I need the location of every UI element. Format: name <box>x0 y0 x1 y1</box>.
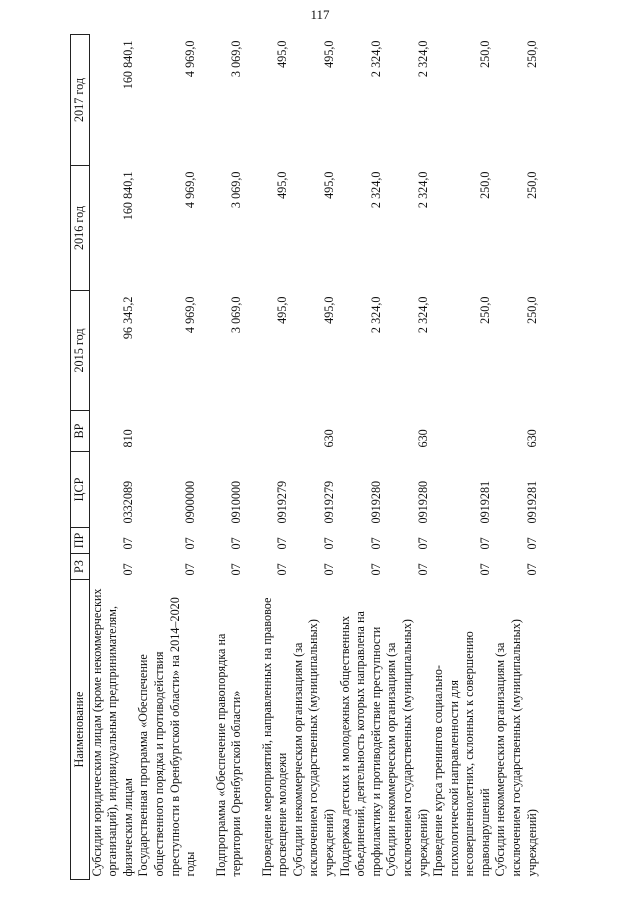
row-rz: 07 <box>415 563 430 576</box>
row-vr <box>199 411 245 452</box>
row-pr: 07 <box>321 537 336 550</box>
row-2015: 2 324,0 <box>368 296 383 334</box>
row-2017: 250,0 <box>477 40 492 68</box>
budget-table-rotated <box>70 35 590 880</box>
table-row <box>89 35 136 880</box>
row-2015: 2 324,0 <box>415 296 430 334</box>
budget-table <box>70 34 540 880</box>
row-rz: 07 <box>275 563 290 576</box>
row-csr: 0900000 <box>183 480 198 524</box>
row-pr: 07 <box>524 537 539 550</box>
row-pr: 07 <box>415 537 430 550</box>
row-name: Подпрограмма «Обеспечение правопорядка на территории Оренбургской области» <box>213 633 244 877</box>
row-2017: 3 069,0 <box>229 40 244 78</box>
row-name: Субсидии некоммерческим организациям (за исключением государственных (муниципальных) учреждений) <box>290 619 336 877</box>
row-vr <box>338 411 385 452</box>
row-vr <box>431 411 493 452</box>
table-row <box>493 35 540 880</box>
row-pr: 07 <box>477 537 492 550</box>
row-2017: 495,0 <box>321 40 336 68</box>
row-rz: 07 <box>120 563 135 576</box>
table-row <box>338 35 385 880</box>
row-2016: 250,0 <box>524 171 539 199</box>
header-vr: ВР <box>71 411 90 452</box>
row-csr: 0919281 <box>524 480 539 524</box>
row-2016: 4 969,0 <box>183 171 198 209</box>
row-vr: 810 <box>120 429 135 448</box>
row-csr: 0919279 <box>321 480 336 524</box>
table-row <box>245 35 291 880</box>
page-number: 117 <box>310 7 330 22</box>
row-csr: 0919279 <box>275 480 290 524</box>
row-name: Субсидии некоммерческим организациям (за исключением государственных (муниципальных) учреждений) <box>493 619 539 877</box>
row-csr: 0919280 <box>415 480 430 524</box>
header-rz: РЗ <box>71 554 90 580</box>
row-2016: 160 840,1 <box>120 171 135 221</box>
row-csr: 0332089 <box>120 480 135 524</box>
table-row <box>199 35 245 880</box>
header-2015: 2015 год <box>71 291 90 411</box>
row-2015: 495,0 <box>321 296 336 324</box>
row-2016: 495,0 <box>275 171 290 199</box>
row-2016: 2 324,0 <box>368 171 383 209</box>
row-vr: 630 <box>415 429 430 448</box>
row-2015: 250,0 <box>524 296 539 324</box>
row-rz: 07 <box>229 563 244 576</box>
row-pr: 07 <box>229 537 244 550</box>
row-rz: 07 <box>321 563 336 576</box>
row-2015: 96 345,2 <box>120 296 135 340</box>
row-2016: 250,0 <box>477 171 492 199</box>
row-2017: 160 840,1 <box>120 40 135 90</box>
table-row <box>291 35 338 880</box>
header-name: Наименование <box>71 580 90 880</box>
row-2017: 4 969,0 <box>183 40 198 78</box>
row-2017: 2 324,0 <box>415 40 430 78</box>
row-2017: 250,0 <box>524 40 539 68</box>
table-header <box>71 35 90 880</box>
row-csr: 0910000 <box>229 480 244 524</box>
row-2015: 495,0 <box>275 296 290 324</box>
row-pr: 07 <box>120 537 135 550</box>
row-name: Проведение мероприятий, направленных на правовое просвещение молодежи <box>259 597 290 877</box>
row-csr: 0919280 <box>368 480 383 524</box>
row-pr: 07 <box>275 537 290 550</box>
header-pr: ПР <box>71 528 90 554</box>
row-2016: 495,0 <box>321 171 336 199</box>
row-vr <box>136 411 198 452</box>
row-vr: 630 <box>524 429 539 448</box>
table-row <box>136 35 198 880</box>
row-2015: 3 069,0 <box>229 296 244 334</box>
row-rz: 07 <box>368 563 383 576</box>
table-row <box>384 35 431 880</box>
table-body <box>89 35 540 880</box>
row-2015: 250,0 <box>477 296 492 324</box>
row-name: Субсидии юридическим лицам (кроме некоммерческих организаций), индивидуальным предпринимателям, физическим лицам <box>89 588 135 877</box>
row-2015: 4 969,0 <box>183 296 198 334</box>
row-name: Государственная программа «Обеспечение общественного порядка и противодействия преступности в Оренбургской области» на 2014–2020 годы <box>136 597 198 877</box>
row-name: Проведение курса тренингов социально-психологической направленности для несовершеннолетних, склонных к совершению правонарушений <box>431 631 492 877</box>
row-csr: 0919281 <box>477 480 492 524</box>
row-rz: 07 <box>524 563 539 576</box>
row-rz: 07 <box>183 563 198 576</box>
row-2017: 495,0 <box>275 40 290 68</box>
header-2017: 2017 год <box>71 35 90 166</box>
row-vr <box>245 411 291 452</box>
row-2017: 2 324,0 <box>368 40 383 78</box>
row-2016: 3 069,0 <box>229 171 244 209</box>
table-row <box>431 35 493 880</box>
row-rz: 07 <box>477 563 492 576</box>
row-pr: 07 <box>183 537 198 550</box>
row-vr: 630 <box>321 429 336 448</box>
row-name: Поддержка детских и молодежных общественных объединений, деятельность которых направлена на профилактику и противодействие преступности <box>337 611 383 877</box>
header-csr: ЦСР <box>71 452 90 528</box>
row-pr: 07 <box>368 537 383 550</box>
row-name: Субсидии некоммерческим организациям (за исключением государственных (муниципальных) учреждений) <box>384 619 430 877</box>
row-2016: 2 324,0 <box>415 171 430 209</box>
header-2016: 2016 год <box>71 166 90 291</box>
